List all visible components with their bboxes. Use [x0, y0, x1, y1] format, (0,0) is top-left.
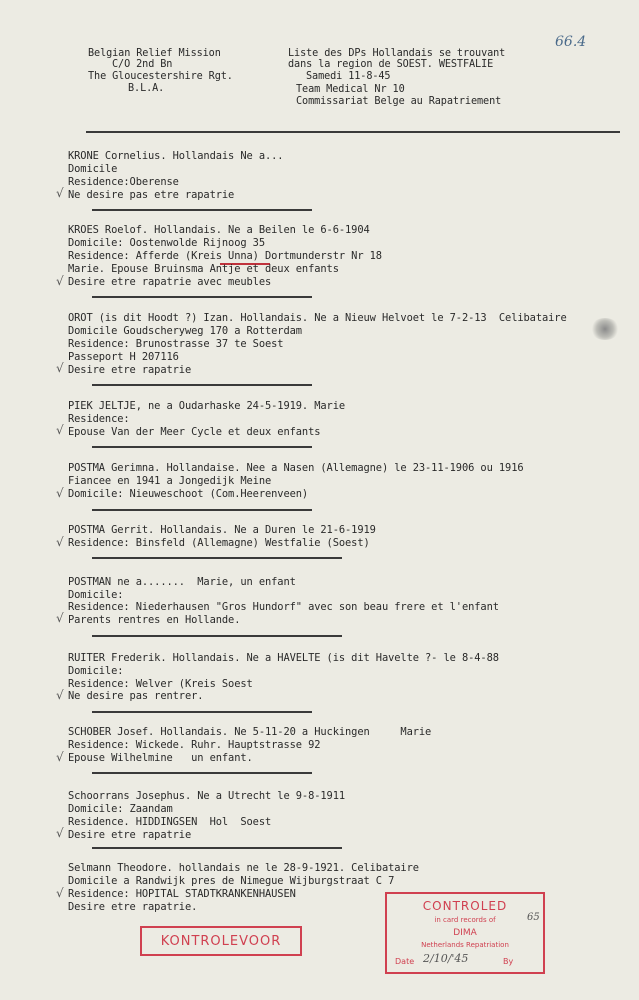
header-left-line-3: The Gloucestershire Rgt. — [88, 71, 233, 82]
entry-rule — [92, 772, 312, 774]
controled-stamp-date-value: 2/10/'45 — [423, 952, 469, 965]
header-right-line-3: Samedi 11-8-45 — [306, 71, 391, 82]
controled-stamp-line-2: DIMA — [453, 928, 477, 938]
checkmark-icon: √ — [56, 486, 64, 500]
header-right-line-1: Liste des DPs Hollandais se trouvant — [288, 48, 506, 59]
checkmark-icon: √ — [56, 886, 64, 900]
entry-line: Selmann Theodore. hollandais ne le 28-9-1921. Celibataire — [68, 862, 419, 874]
header-left-line-4: B.L.A. — [128, 83, 165, 94]
checkmark-icon: √ — [56, 361, 64, 375]
entry-line: Domicile a Randwijk pres de Nimegue Wijburgstraat C 7 — [68, 875, 395, 887]
entry-line: Residence: — [68, 413, 130, 425]
header-right-line-5: Commissariat Belge au Rapatriement — [296, 96, 502, 107]
entry-line: Desire etre rapatrie — [68, 364, 192, 376]
header-rule — [86, 131, 620, 133]
header-left-line-1: Belgian Relief Mission — [88, 48, 221, 59]
checkmark-icon: √ — [56, 423, 64, 437]
controled-stamp-line-1: in card records of — [434, 916, 496, 924]
checkmark-icon: √ — [56, 535, 64, 549]
controled-stamp — [385, 892, 545, 974]
entry-line: Residence: Wickede. Ruhr. Hauptstrasse 92 — [68, 739, 321, 751]
entry-line: Residence: Afferde (Kreis Unna) Dortmunderstr Nr 18 — [68, 250, 382, 262]
header-right-line-2: dans la region de SOEST. WESTFALIE — [288, 59, 494, 70]
entry-rule — [92, 847, 342, 849]
entry-rule — [92, 557, 342, 559]
entry-line: Domicile: Oostenwolde Rijnoog 35 — [68, 237, 265, 249]
entry-line: Domicile: Zaandam — [68, 803, 173, 815]
header-left-line-2: C/O 2nd Bn — [112, 59, 173, 70]
checkmark-icon: √ — [56, 688, 64, 702]
controled-stamp-line-3: Netherlands Repatriation — [421, 941, 509, 949]
entry-line: RUITER Frederik. Hollandais. Ne a HAVELTE (is dit Havelte ?- le 8-4-88 — [68, 652, 499, 664]
kontrole-voor-stamp: KONTROLEVOOR — [140, 926, 302, 956]
entry-line: Domicile: — [68, 589, 124, 601]
checkmark-icon: √ — [56, 274, 64, 288]
entry-line: Residence: Welver (Kreis Soest — [68, 678, 253, 690]
controled-stamp-date-label: Date — [395, 957, 415, 966]
handwritten-annotation: 66.4 — [555, 34, 587, 50]
ink-smudge — [590, 318, 620, 340]
header-right-line-4: Team Medical Nr 10 — [296, 84, 405, 95]
entry-line: KRONE Cornelius. Hollandais Ne a... — [68, 150, 284, 162]
entry-line: Residence:Oberense — [68, 176, 179, 188]
controled-stamp-title: CONTROLED — [422, 899, 508, 913]
entry-line: POSTMAN ne a....... Marie, un enfant — [68, 576, 296, 588]
entry-line: SCHOBER Josef. Hollandais. Ne 5-11-20 a Huckingen Marie — [68, 726, 432, 738]
entry-rule — [92, 296, 312, 298]
entry-rule — [92, 209, 312, 211]
entry-line: Fiancee en 1941 a Jongedijk Meine — [68, 475, 272, 487]
entry-line: Epouse Wilhelmine un enfant. — [68, 752, 253, 764]
entry-line: Desire etre rapatrie avec meubles — [68, 276, 272, 288]
entry-line: Residence: Binsfeld (Allemagne) Westfalie (Soest) — [68, 537, 370, 549]
entry-line: Parents rentres en Hollande. — [68, 614, 241, 626]
entry-line: Desire etre rapatrie. — [68, 901, 198, 913]
entry-rule — [92, 384, 312, 386]
controled-stamp-handwriting: 65 — [527, 912, 540, 923]
checkmark-icon: √ — [56, 826, 64, 840]
entry-rule — [92, 711, 312, 713]
entry-rule — [92, 509, 312, 511]
entry-line: KROES Roelof. Hollandais. Ne a Beilen le 6-6-1904 — [68, 224, 370, 236]
entry-line: Marie. Epouse Bruinsma Antje et deux enfants — [68, 263, 339, 275]
entry-line: Domicile Goudscheryweg 170 a Rotterdam — [68, 325, 302, 337]
controled-stamp-by-label: By — [503, 957, 514, 966]
entry-line: Schoorrans Josephus. Ne a Utrecht le 9-8-1911 — [68, 790, 346, 802]
entry-line: Desire etre rapatrie — [68, 829, 192, 841]
checkmark-icon: √ — [56, 611, 64, 625]
entry-line: Residence. HIDDINGSEN Hol Soest — [68, 816, 272, 828]
entry-line: POSTMA Gerimna. Hollandaise. Nee a Nasen (Allemagne) le 23-11-1906 ou 1916 — [68, 462, 524, 474]
entry-rule — [92, 446, 312, 448]
entry-line: PIEK JELTJE, ne a Oudarhaske 24-5-1919. Marie — [68, 400, 346, 412]
checkmark-icon: √ — [56, 186, 64, 200]
entry-line: Passeport H 207116 — [68, 351, 179, 363]
entry-line: Epouse Van der Meer Cycle et deux enfants — [68, 426, 321, 438]
entry-line: POSTMA Gerrit. Hollandais. Ne a Duren le 21-6-1919 — [68, 524, 376, 536]
entry-line: Ne desire pas rentrer. — [68, 690, 204, 702]
entry-line: Residence: Niederhausen "Gros Hundorf" avec son beau frere et l'enfant — [68, 601, 499, 613]
entry-line: Ne desire pas etre rapatrie — [68, 189, 235, 201]
entry-line: Residence: HOPITAL STADTKRANKENHAUSEN — [68, 888, 296, 900]
entry-line: Domicile: — [68, 665, 124, 677]
entry-line: Residence: Brunostrasse 37 te Soest — [68, 338, 284, 350]
entry-line: Domicile: Nieuweschoot (Com.Heerenveen) — [68, 488, 309, 500]
entry-line: Domicile — [68, 163, 118, 175]
entry-line: OROT (is dit Hoodt ?) Izan. Hollandais. Ne a Nieuw Helvoet le 7-2-13 Celibataire — [68, 312, 567, 324]
entry-rule — [92, 635, 342, 637]
checkmark-icon: √ — [56, 750, 64, 764]
